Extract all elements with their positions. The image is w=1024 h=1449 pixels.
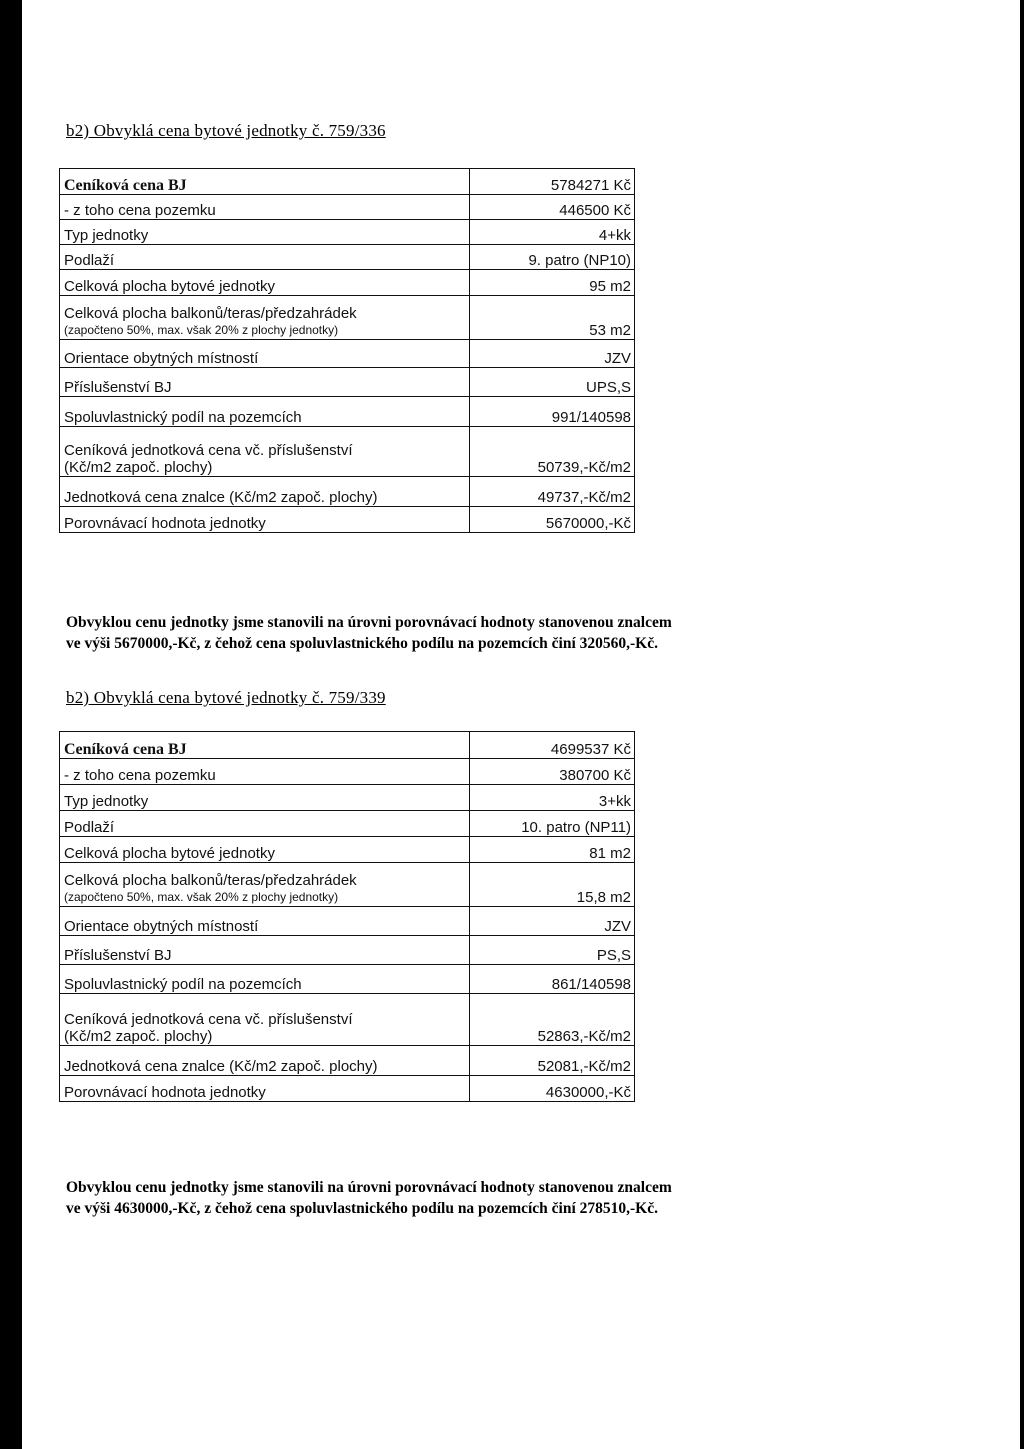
row-label-multiline	[60, 863, 470, 907]
table-row	[60, 220, 635, 245]
price-table	[59, 168, 635, 533]
table-row	[60, 397, 635, 427]
row-label: Jednotková cena znalce (Kč/m2 započ. plochy)	[60, 1046, 470, 1076]
row-value: 95 m2	[470, 270, 635, 296]
row-value: 991/140598	[470, 397, 635, 427]
table-row	[60, 270, 635, 296]
row-value: 50739,-Kč/m2	[470, 427, 635, 477]
table-row	[60, 863, 635, 907]
row-value: 52863,-Kč/m2	[470, 994, 635, 1046]
table-row	[60, 427, 635, 477]
row-label: Orientace obytných místností	[60, 907, 470, 936]
row-label-multiline	[60, 994, 470, 1046]
row-label-multiline	[60, 427, 470, 477]
row-label: Porovnávací hodnota jednotky	[60, 1076, 470, 1102]
row-label: Typ jednotky	[60, 220, 470, 245]
row-value: 52081,-Kč/m2	[470, 1046, 635, 1076]
row-label: Orientace obytných místností	[60, 340, 470, 368]
row-value: 10. patro (NP11)	[470, 811, 635, 837]
row-note: (započteno 50%, max. však 20% z plochy jednotky)	[64, 323, 339, 337]
row-label: Ceníková jednotková cena vč. příslušenství	[64, 442, 353, 459]
section-heading: b2) Obvyklá cena bytové jednotky č. 759/336	[66, 121, 386, 140]
document-page	[22, 0, 1020, 1449]
table-row	[60, 759, 635, 785]
summary-paragraph	[66, 612, 672, 654]
table-row	[60, 169, 635, 195]
row-label: Porovnávací hodnota jednotky	[60, 507, 470, 533]
row-label: - z toho cena pozemku	[60, 195, 470, 220]
row-label: (Kč/m2 započ. plochy)	[64, 459, 213, 476]
table-row	[60, 811, 635, 837]
table-row	[60, 368, 635, 397]
table-row	[60, 507, 635, 533]
row-label: Spoluvlastnický podíl na pozemcích	[60, 965, 470, 994]
row-value: 4+kk	[470, 220, 635, 245]
row-value: 53 m2	[470, 296, 635, 340]
row-label: Podlaží	[60, 811, 470, 837]
row-value: 861/140598	[470, 965, 635, 994]
table-row	[60, 837, 635, 863]
row-label: Jednotková cena znalce (Kč/m2 započ. plochy)	[60, 477, 470, 507]
row-value: 15,8 m2	[470, 863, 635, 907]
row-label: Ceníková jednotková cena vč. příslušenství	[64, 1011, 353, 1028]
row-label: Podlaží	[60, 245, 470, 270]
row-value: 49737,-Kč/m2	[470, 477, 635, 507]
row-value: UPS,S	[470, 368, 635, 397]
section-heading: b2) Obvyklá cena bytové jednotky č. 759/339	[66, 688, 386, 707]
paragraph-line: Obvyklou cenu jednotky jsme stanovili na úrovni porovnávací hodnoty stanovenou znalcem	[66, 614, 672, 631]
table-row	[60, 195, 635, 220]
row-value: 5784271 Kč	[470, 169, 635, 195]
row-value: JZV	[470, 340, 635, 368]
row-value: 81 m2	[470, 837, 635, 863]
row-label: Spoluvlastnický podíl na pozemcích	[60, 397, 470, 427]
table-row	[60, 477, 635, 507]
table-row	[60, 245, 635, 270]
summary-paragraph	[66, 1177, 672, 1219]
table-row	[60, 1076, 635, 1102]
row-label: Ceníková cena BJ	[60, 169, 470, 195]
row-label: Ceníková cena BJ	[60, 732, 470, 759]
paragraph-line: Obvyklou cenu jednotky jsme stanovili na úrovni porovnávací hodnoty stanovenou znalcem	[66, 1179, 672, 1196]
row-label-multiline	[60, 296, 470, 340]
row-value: 446500 Kč	[470, 195, 635, 220]
row-value: 380700 Kč	[470, 759, 635, 785]
row-note: (započteno 50%, max. však 20% z plochy jednotky)	[64, 890, 339, 904]
row-label: Celková plocha bytové jednotky	[60, 837, 470, 863]
row-value: 4630000,-Kč	[470, 1076, 635, 1102]
row-value: 9. patro (NP10)	[470, 245, 635, 270]
row-value: JZV	[470, 907, 635, 936]
row-label: Celková plocha bytové jednotky	[60, 270, 470, 296]
table-row	[60, 1046, 635, 1076]
row-label: Typ jednotky	[60, 785, 470, 811]
row-value: PS,S	[470, 936, 635, 965]
row-label: - z toho cena pozemku	[60, 759, 470, 785]
table-row	[60, 965, 635, 994]
price-table	[59, 731, 635, 1102]
table-row	[60, 785, 635, 811]
row-value: 3+kk	[470, 785, 635, 811]
table-row	[60, 732, 635, 759]
row-value: 5670000,-Kč	[470, 507, 635, 533]
row-label: Příslušenství BJ	[60, 368, 470, 397]
row-label: Celková plocha balkonů/teras/předzahrádek	[64, 305, 357, 322]
table-row	[60, 907, 635, 936]
table-row	[60, 994, 635, 1046]
row-value: 4699537 Kč	[470, 732, 635, 759]
paragraph-line: ve výši 4630000,-Kč, z čehož cena spoluvlastnického podílu na pozemcích činí 278510,-Kč.	[66, 1200, 658, 1217]
table-row	[60, 296, 635, 340]
row-label: Příslušenství BJ	[60, 936, 470, 965]
paragraph-line: ve výši 5670000,-Kč, z čehož cena spoluvlastnického podílu na pozemcích činí 320560,-Kč.	[66, 635, 658, 652]
table-row	[60, 340, 635, 368]
table-row	[60, 936, 635, 965]
row-label: (Kč/m2 započ. plochy)	[64, 1028, 213, 1045]
row-label: Celková plocha balkonů/teras/předzahrádek	[64, 872, 357, 889]
